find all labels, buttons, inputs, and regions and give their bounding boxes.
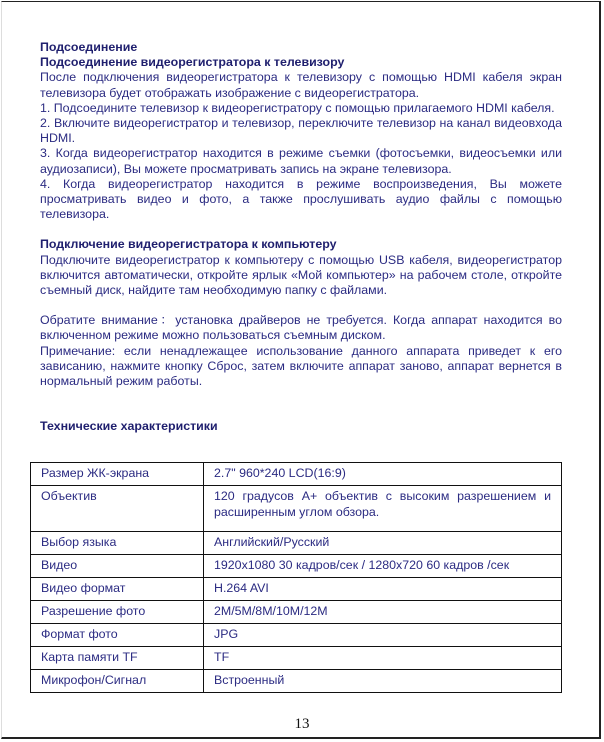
specs-title: Технические характеристики [40, 419, 218, 434]
spec-value: H.264 AVI [204, 578, 562, 601]
spec-key: Микрофон/Сигнал [31, 670, 204, 693]
spec-value: 120 градусов A+ объектив с высоким разрешением и расширенным углом обзора. [204, 486, 562, 532]
spec-value: 2.7" 960*240 LCD(16:9) [204, 463, 562, 486]
table-row [31, 624, 562, 647]
section-subtitle-tv: Подсоединение видеорегистратора к телевизору [40, 55, 345, 70]
attention-note: Обратите внимание：установка драйверов не требуется. Когда аппарат находится во включенном режиме можно пользоваться съемным диском. [40, 313, 562, 343]
spec-value: JPG [204, 624, 562, 647]
table-row [31, 670, 562, 693]
table-row [31, 578, 562, 601]
spacer [40, 389, 562, 419]
spec-value: 2M/5M/8M/10M/12M [204, 601, 562, 624]
section-title-connection: Подсоединение [40, 40, 138, 54]
spec-key: Видео формат [31, 578, 204, 601]
page-number: 13 [294, 716, 310, 732]
page-content [40, 40, 562, 434]
spec-key: Выбор языка [31, 532, 204, 555]
table-row [31, 647, 562, 670]
spec-key: Карта памяти TF [31, 647, 204, 670]
spacer [40, 298, 562, 313]
table-row [31, 601, 562, 624]
remark-note: Примечание: если ненадлежащее использование данного аппарата приведет к его зависанию, нажмите кнопку Сброс, затем включите аппарат заново, аппарат вернется в нормальный режим работы. [40, 343, 562, 389]
spec-value: Встроенный [204, 670, 562, 693]
table-row [31, 486, 562, 532]
spec-key: Формат фото [31, 624, 204, 647]
table-row [31, 463, 562, 486]
tv-step-3: 3. Когда видеорегистратор находится в режиме съемки (фотосъемки, видеосъемки или аудиозаписи), Вы можете просматривать запись на экране телевизора. [40, 146, 562, 176]
spec-value: TF [204, 647, 562, 670]
tv-step-1: 1. Подсоедините телевизор к видеорегистратору с помощью прилагаемого HDMI кабеля. [40, 100, 555, 115]
tv-step-2: 2. Включите видеорегистратор и телевизор, переключите телевизор на канал видеовхода HDMI. [40, 116, 562, 146]
spec-key: Размер ЖК-экрана [31, 463, 204, 486]
spec-key: Видео [31, 555, 204, 578]
tv-intro-paragraph: После подключения видеорегистратора к телевизору с помощью HDMI кабеля экран телевизора будет отображать изображение с видеорегистратора. [40, 70, 562, 100]
section-title-computer: Подключение видеорегистратора к компьютеру [40, 237, 337, 252]
spec-value: 1920x1080 30 кадров/сек / 1280x720 60 кадров /сек [204, 555, 562, 578]
table-row [31, 555, 562, 578]
specs-table [30, 462, 562, 693]
table-row [31, 532, 562, 555]
spec-value: Английский/Русский [204, 532, 562, 555]
spacer [40, 222, 562, 237]
computer-paragraph: Подключите видеорегистратор к компьютеру с помощью USB кабеля, видеорегистратор включится автоматически, откройте ярлык «Мой компьютер» на рабочем столе, откройте съемный диск, найдите там необходимую папку с файлами. [40, 252, 562, 298]
spec-key: Разрешение фото [31, 601, 204, 624]
tv-step-4: 4. Когда видеорегистратор находится в режиме воспроизведения, Вы можете просматривать видео и фото, а также прослушивать аудио файлы с помощью телевизора. [40, 176, 562, 222]
spec-key: Объектив [31, 486, 204, 532]
